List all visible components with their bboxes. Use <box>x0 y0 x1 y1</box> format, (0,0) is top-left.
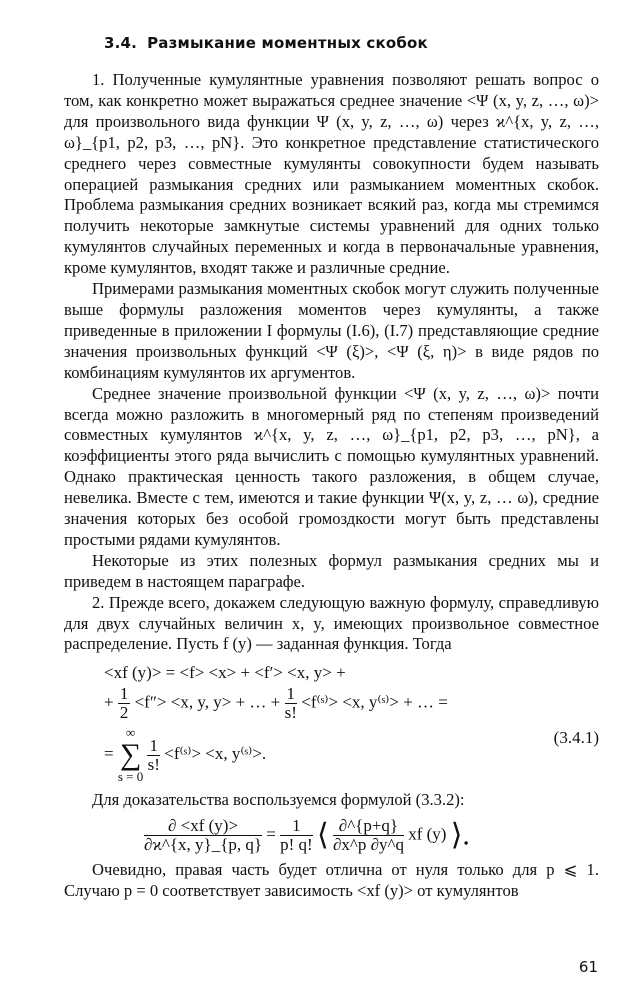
paragraph-5: 2. Прежде всего, докажем следующую важную формулу, справедливую для двух случайных величин x, y, имеющих произвольное совместное распределение. Пусть f (y) — заданная функция. Тогда <box>64 592 599 654</box>
formula-term: <f″> <x, y, y> + … + <box>134 692 281 712</box>
paragraph-4: Некоторые из этих полезных формул размыкания средних мы и приведем в настоящем параграфе. <box>64 550 599 591</box>
factorial-fraction <box>280 817 313 854</box>
angle-close: ⟩. <box>450 818 470 852</box>
fraction-denominator: ∂x^p ∂y^q <box>332 835 404 855</box>
formula-3-3-2 <box>64 817 599 854</box>
fraction-numerator: 1 <box>280 817 313 836</box>
page-body <box>64 70 599 902</box>
equation-number: (3.4.1) <box>553 728 599 748</box>
formula-term: <f⁽ˢ⁾> <x, y⁽ˢ⁾> + … = <box>301 692 448 712</box>
formula-plus: + <box>104 692 114 712</box>
page-number: 61 <box>578 958 598 976</box>
fraction-numerator: ∂ <xf (y)> <box>144 817 262 836</box>
sum-symbol: ∑ <box>119 738 142 772</box>
formula-3-4-1 <box>64 661 599 784</box>
sum-lower: s = 0 <box>117 769 144 785</box>
fraction-one-over-s-factorial <box>147 737 160 774</box>
formula-line-2 <box>64 685 599 722</box>
fraction-denominator: s! <box>284 703 297 723</box>
partial-derivative <box>333 817 404 854</box>
paragraph-2: Примерами размыкания моментных скобок могут служить полученные выше формулы разложения моментов через кумулянты, а также приведенные в приложении I формулы (I.6), (I.7) представляющие средние значения произвольных функций <Ψ (ξ)>, <Ψ (ξ, η)> в виде рядов по комбинациям кумулянтов их аргументов. <box>64 279 599 382</box>
formula-term: xf (y) <box>408 824 447 844</box>
derivative-lhs <box>144 817 262 854</box>
fraction-denominator: 2 <box>119 703 129 723</box>
fraction-numerator: 1 <box>119 684 129 704</box>
fraction-one-over-s-factorial <box>285 685 298 722</box>
formula-line-1: <xf (y)> = <f> <x> + <f′> <x, y> + <box>104 663 346 683</box>
fraction-denominator: s! <box>147 754 160 774</box>
fraction-denominator: p! q! <box>280 835 313 855</box>
angle-open: ⟨ <box>316 818 329 852</box>
formula-line-3 <box>64 726 599 784</box>
fraction-numerator: ∂^{p+q} <box>333 817 404 836</box>
formula-equals: = <box>104 744 114 764</box>
section-title-text: Размыкание моментных скобок <box>147 34 428 52</box>
fraction-denominator: ∂ϰ^{x, y}_{p, q} <box>144 835 263 855</box>
sum-upper: ∞ <box>125 725 136 741</box>
section-heading <box>104 34 428 52</box>
fraction-numerator: 1 <box>286 684 296 704</box>
summation <box>118 726 143 784</box>
paragraph-last: Очевидно, правая часть будет отлична от нуля только для p ⩽ 1. Случаю p = 0 соответствует зависимость <xf (y)> от кумулянтов <box>64 860 599 901</box>
fraction-numerator: 1 <box>149 735 158 755</box>
fraction-one-half <box>118 685 131 722</box>
paragraph-proof: Для доказательства воспользуемся формулой (3.3.2): <box>92 790 465 810</box>
formula-equals: = <box>266 824 276 844</box>
paragraph-3: Среднее значение произвольной функции <Ψ (x, y, z, …, ω)> почти всегда можно разложить в многомерный ряд по степеням произведений совместных кумулянтов ϰ^{x, y, z, …, ω}_{p1, p2, p3, …, pN}, а коэффициенты этого ряда вычислить с помощью кумулянтных уравнений. Однако практическая ценность такого разложения, в общем случае, невелика. Вместе с тем, имеются и такие функции Ψ(x, y, z, … ω), средние значения которых без особой громоздкости могут быть представлены простыми рядами кумулянтов. <box>64 383 599 549</box>
paragraph-1: 1. Полученные кумулянтные уравнения позволяют решать вопрос о том, как конкретно может выражаться среднее значение <Ψ (x, y, z, …, ω)> для произвольного вида функции Ψ (x, y, z, …, ω) через ϰ^{x, y, z, …, ω}_{p1, p2, p3, …, pN}. Это конкретное представление статистического среднего через совместные кумулянты совокупности будем называть операцией размыкания средних или размыканием моментных скобок. Проблема размыкания средних возникает всякий раз, когда мы стремимся получить некоторые замкнутые системы уравнений для одних только кумулянтов случайных переменных и когда в первоначальные уравнения, кроме кумулянтов, входят также и различные средние. <box>64 70 599 278</box>
section-number: 3.4. <box>104 34 138 52</box>
formula-term: <f⁽ˢ⁾> <x, y⁽ˢ⁾>. <box>164 744 267 764</box>
